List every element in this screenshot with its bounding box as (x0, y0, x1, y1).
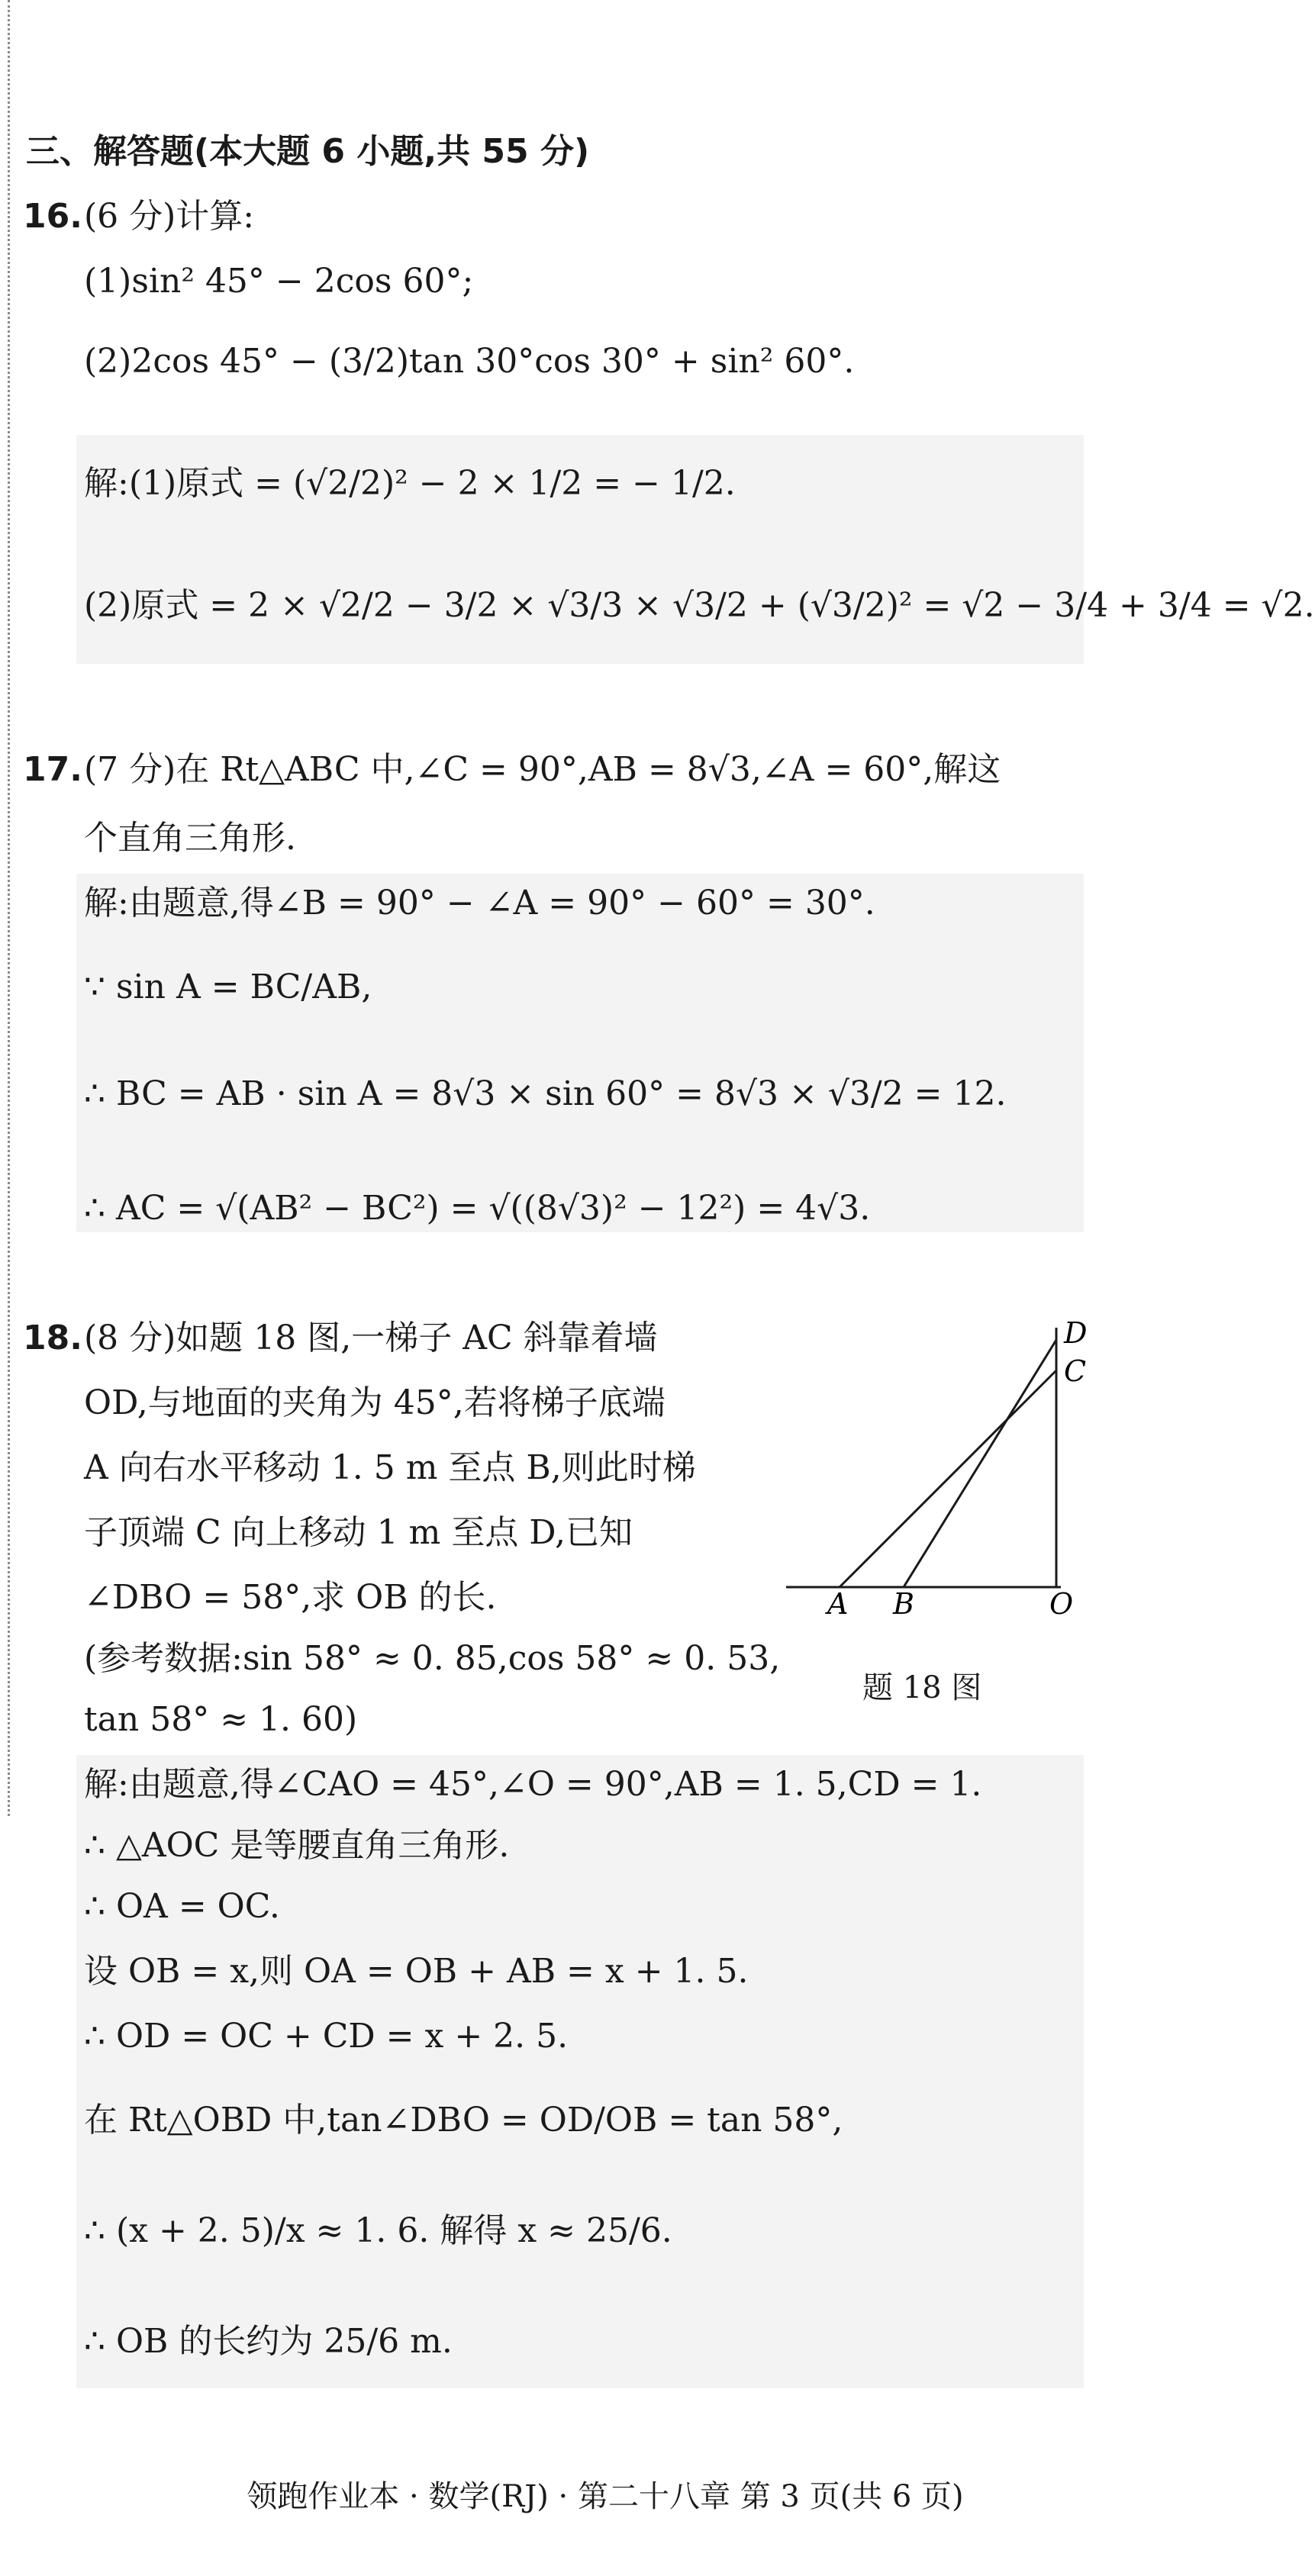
figure-18 (778, 1312, 1099, 1648)
q17-solution-2: ∴ BC = AB · sin A = 8√3 × sin 60° = 8√3 × √3/2 = 12. (84, 1074, 1007, 1113)
page-footer: 领跑作业本 · 数学(RJ) · 第二十八章 第 3 页(共 6 页) (247, 2479, 964, 2514)
q16-number: 16. (23, 197, 82, 236)
binding-dotted-line (8, 0, 10, 1816)
label-c: C (1064, 1354, 1087, 1388)
q18-line-1: OD,与地面的夹角为 45°,若将梯子底端 (84, 1383, 666, 1422)
label-b: B (893, 1587, 914, 1621)
label-a: A (827, 1587, 849, 1621)
q16-line-0: (6 分)计算: (84, 197, 255, 236)
q18-line-0: (8 分)如题 18 图,一梯子 AC 斜靠着墙 (84, 1319, 658, 1357)
q18-line-3: 子顶端 C 向上移动 1 m 至点 D,已知 (84, 1513, 633, 1552)
ladder-bd-line (904, 1340, 1056, 1587)
q17-line-0: (7 分)在 Rt△ABC 中,∠C = 90°,AB = 8√3,∠A = 60°,解这 (84, 750, 1001, 789)
q16-solution-1: 解:(1)原式 = (√2/2)² − 2 × 1/2 = − 1/2. (84, 464, 736, 503)
q17-solution-0: 解:由题意,得∠B = 90° − ∠A = 90° − 60° = 30°. (84, 884, 875, 923)
q18-solution-2: ∴ OA = OC. (84, 1887, 280, 1926)
q18-line-6: tan 58° ≈ 1. 60) (84, 1700, 358, 1739)
q18-solution-4: ∴ OD = OC + CD = x + 2. 5. (84, 2017, 569, 2056)
q18-number: 18. (23, 1319, 82, 1357)
q16-line-2: (2)2cos 45° − (3/2)tan 30°cos 30° + sin² 60°. (84, 342, 855, 381)
q17-line-1: 个直角三角形. (84, 819, 296, 858)
q18-line-5: (参考数据:sin 58° ≈ 0. 85,cos 58° ≈ 0. 53, (84, 1639, 781, 1678)
q18-solution-5: 在 Rt△OBD 中,tan∠DBO = OD/OB = tan 58°, (84, 2101, 843, 2140)
q16-solution-2: (2)原式 = 2 × √2/2 − 3/2 × √3/3 × √3/2 + (√3/2)² = √2 − 3/4 + 3/4 = √2. (84, 586, 1315, 625)
q17-solution-3: ∴ AC = √(AB² − BC²) = √((8√3)² − 12²) = 4√3. (84, 1189, 871, 1228)
q18-solution-7: ∴ OB 的长约为 25/6 m. (84, 2322, 453, 2361)
ladder-ac-line (840, 1370, 1056, 1587)
solution-shade-17 (76, 874, 1084, 1232)
label-d: D (1064, 1316, 1088, 1350)
q18-line-2: A 向右水平移动 1. 5 m 至点 B,则此时梯 (84, 1448, 696, 1487)
q18-solution-3: 设 OB = x,则 OA = OB + AB = x + 1. 5. (84, 1952, 749, 1991)
q18-solution-6: ∴ (x + 2. 5)/x ≈ 1. 6. 解得 x ≈ 25/6. (84, 2211, 672, 2250)
section-title: 三、解答题(本大题 6 小题,共 55 分) (26, 132, 590, 171)
figure-18-caption: 题 18 图 (862, 1670, 982, 1705)
label-o: O (1049, 1587, 1074, 1621)
q17-solution-1: ∵ sin A = BC/AB, (84, 968, 372, 1006)
q17-number: 17. (23, 750, 82, 789)
q18-line-4: ∠DBO = 58°,求 OB 的长. (84, 1578, 497, 1617)
q18-solution-0: 解:由题意,得∠CAO = 45°,∠O = 90°,AB = 1. 5,CD = 1. (84, 1765, 982, 1804)
q18-solution-1: ∴ △AOC 是等腰直角三角形. (84, 1826, 510, 1865)
q16-line-1: (1)sin² 45° − 2cos 60°; (84, 262, 474, 301)
figure-18-diagram (778, 1312, 1099, 1621)
